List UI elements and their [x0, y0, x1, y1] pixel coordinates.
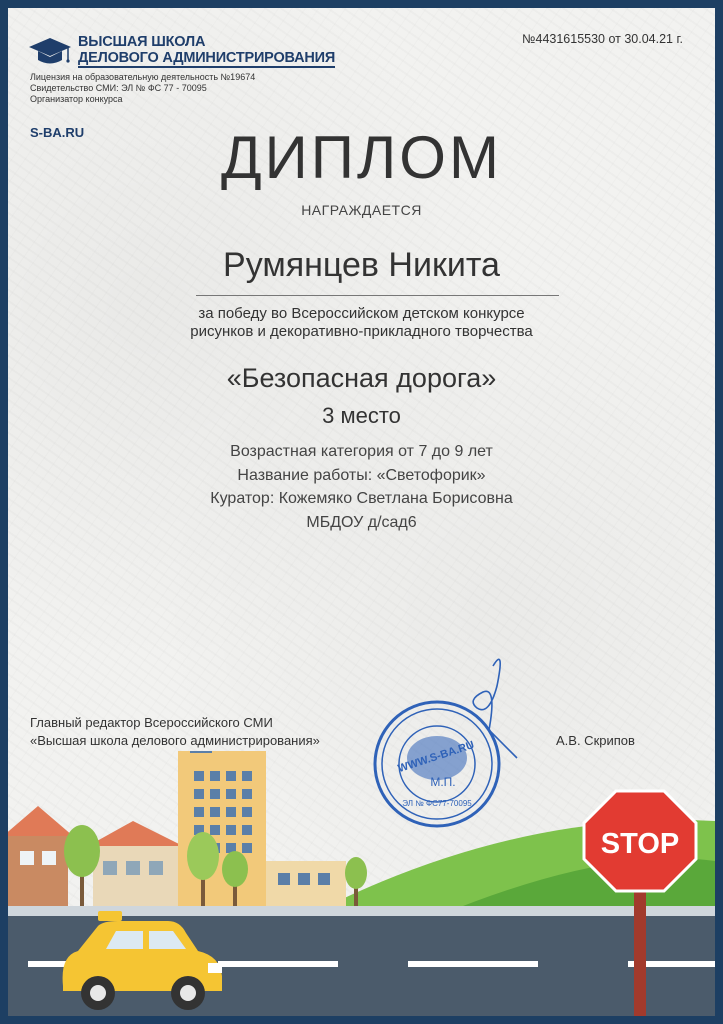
work-title: Название работы: «Светофорик» — [237, 466, 486, 484]
place-award: 3 место — [322, 403, 401, 428]
editor-title — [30, 714, 320, 750]
description-line2: рисунков и декоративно-прикладного творчества — [190, 323, 533, 340]
organizer-text: Организатор конкурса — [30, 94, 123, 104]
awarded-label: НАГРАЖДАЕТСЯ — [301, 202, 422, 218]
stamp-mp: М.П. — [430, 775, 456, 789]
organization-name — [78, 34, 378, 68]
diploma-sheet — [8, 8, 715, 1016]
description-line1: за победу во Всероссийском детском конкурсе — [198, 305, 525, 322]
recipient-name: Румянцев Никита — [223, 246, 500, 284]
graduation-cap-icon — [28, 36, 72, 66]
institution-name: МБДОУ д/сад6 — [306, 513, 417, 531]
media-certificate-text: Свидетельство СМИ: ЭЛ № ФС 77 - 70095 — [30, 83, 207, 93]
award-description — [8, 305, 715, 341]
name-underline — [196, 295, 559, 296]
stamp-cert: ЭЛ № ФС77-70095 — [402, 799, 472, 808]
license-info — [30, 72, 350, 105]
age-category: Возрастная категория от 7 до 9 лет — [230, 443, 493, 460]
editor-line2: «Высшая школа делового администрирования» — [30, 733, 320, 748]
license-text: Лицензия на образовательную деятельность №19674 — [30, 72, 256, 82]
site-url: S-BA.RU — [30, 125, 85, 140]
buildings — [8, 751, 346, 906]
diploma-title: ДИПЛОМ — [221, 124, 502, 191]
signer-name: А.В. Скрипов — [556, 733, 635, 748]
editor-line1: Главный редактор Всероссийского СМИ — [30, 715, 273, 730]
road-scene-illustration — [8, 751, 715, 1016]
stamp-site: WWW.S-BA.RU — [396, 739, 476, 776]
stop-sign-text: STOP — [600, 828, 680, 860]
participant-details — [8, 440, 715, 534]
curator-name: Куратор: Кожемяко Светлана Борисовна — [210, 490, 513, 507]
contest-name: «Безопасная дорога» — [226, 363, 497, 393]
organization-name-line2: ДЕЛОВОГО АДМИНИСТРИРОВАНИЯ — [78, 50, 336, 66]
organization-name-line1: ВЫСШАЯ ШКОЛА — [78, 34, 206, 50]
document-number: №4431615530 от 30.04.21 г. — [522, 32, 683, 46]
